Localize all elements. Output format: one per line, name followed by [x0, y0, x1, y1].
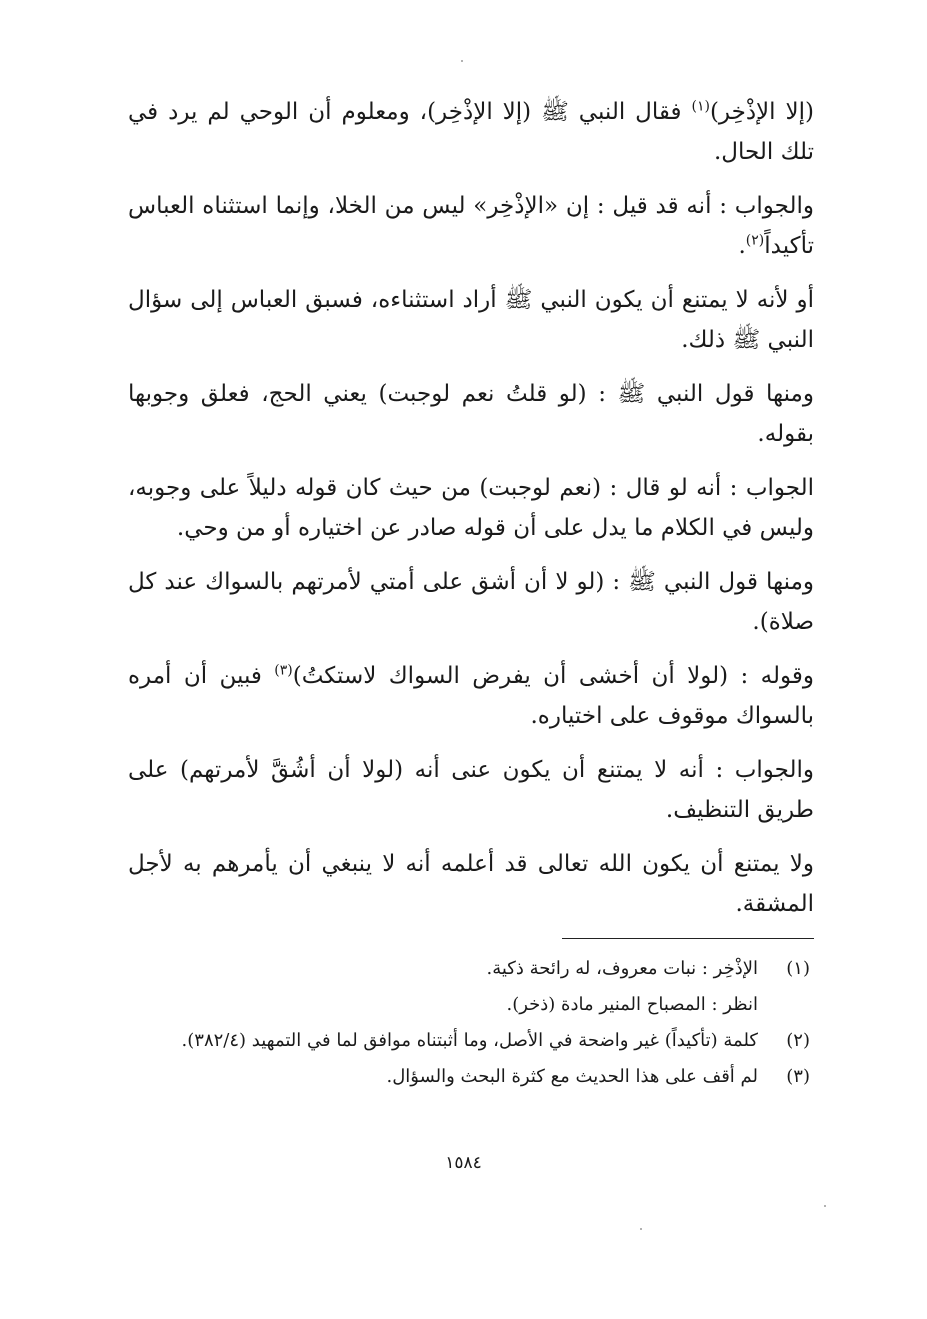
- page-number: ١٥٨٤: [445, 1153, 482, 1173]
- paragraph-text: ومنها قول النبي ﷺ : (لو لا أن أشق على أمتي لأمرتهم بالسواك عند كل صلاة).: [128, 569, 814, 635]
- paragraph-7: [128, 656, 814, 736]
- paragraph-1: [128, 92, 814, 172]
- paragraph-2: [128, 186, 814, 266]
- footnote-2: [136, 1024, 810, 1058]
- paragraph-text: فقال النبي ﷺ (إلا الإذْخِر)، ومعلوم أن الوحي لم يرد في تلك الحال.: [128, 99, 814, 165]
- paragraph-5: [128, 468, 814, 548]
- footnote-number: (٣): [786, 1066, 810, 1087]
- footnote-text: لم أقف على هذا الحديث مع كثرة البحث والسؤال.: [386, 1066, 758, 1087]
- paragraph-text: والجواب : أنه قد قيل : إن «الإذْخِر» ليس من الخلا، وإنما استثناه العباس تأكيداً: [128, 193, 814, 259]
- footnote-3: [136, 1060, 810, 1094]
- footnote-1: [136, 952, 810, 986]
- paragraph-text: وقوله : (لولا أن أخشى أن يفرض السواك لاستكتُ): [292, 663, 814, 689]
- paragraph-text: الجواب : أنه لو قال : (نعم لوجبت) من حيث كان قوله دليلاً على وجوبه، وليس في الكلام ما يدل على أن قوله صادر عن اختياره أو من وحي.: [128, 475, 814, 541]
- scan-speck: [461, 60, 463, 62]
- footnote-number: (١): [786, 958, 810, 979]
- footnote-number: (٢): [786, 1030, 810, 1051]
- paragraph-text: (إلا الإذْخِر): [709, 99, 814, 125]
- footnote-text: انظر : المصباح المنير مادة (ذخر).: [506, 994, 758, 1015]
- paragraph-8: [128, 750, 814, 830]
- paragraph-text: ومنها قول النبي ﷺ : (لو قلتُ نعم لوجبت) يعني الحج، فعلق وجوبها بقوله.: [128, 381, 814, 447]
- main-text: [128, 92, 814, 938]
- scan-speck: [640, 1228, 642, 1230]
- paragraph-text: فبين أن أمره بالسواك موقوف على اختياره.: [128, 663, 814, 729]
- footnote-text: الإذْخِر : نبات معروف، له رائحة ذكية.: [486, 958, 758, 979]
- footnote-1-continued: [136, 988, 810, 1022]
- paragraph-text: ولا يمتنع أن يكون الله تعالى قد أعلمه أنه لا ينبغي أن يأمرهم به لأجل المشقة.: [128, 851, 814, 917]
- footnote-ref: (٢): [745, 232, 765, 249]
- paragraph-9: [128, 844, 814, 924]
- footnote-divider: [562, 938, 814, 939]
- footnotes: [136, 952, 810, 1096]
- paragraph-text: .: [738, 233, 746, 259]
- paragraph-6: [128, 562, 814, 642]
- footnote-text: كلمة (تأكيداً) غير واضحة في الأصل، وما أثبتناه موافق لما في التمهيد (٣٨٢/٤).: [181, 1030, 758, 1051]
- paragraph-3: [128, 280, 814, 360]
- paragraph-4: [128, 374, 814, 454]
- footnote-ref: (١): [691, 98, 710, 115]
- paragraph-text: والجواب : أنه لا يمتنع أن يكون عنى أنه (لولا أن أشُقَّ لأمرتهم) على طريق التنظيف.: [128, 757, 814, 823]
- footnote-ref: (٣): [274, 662, 293, 679]
- scan-speck: [824, 1205, 826, 1207]
- paragraph-text: أو لأنه لا يمتنع أن يكون النبي ﷺ أراد استثناءه، فسبق العباس إلى سؤال النبي ﷺ ذلك.: [128, 287, 814, 353]
